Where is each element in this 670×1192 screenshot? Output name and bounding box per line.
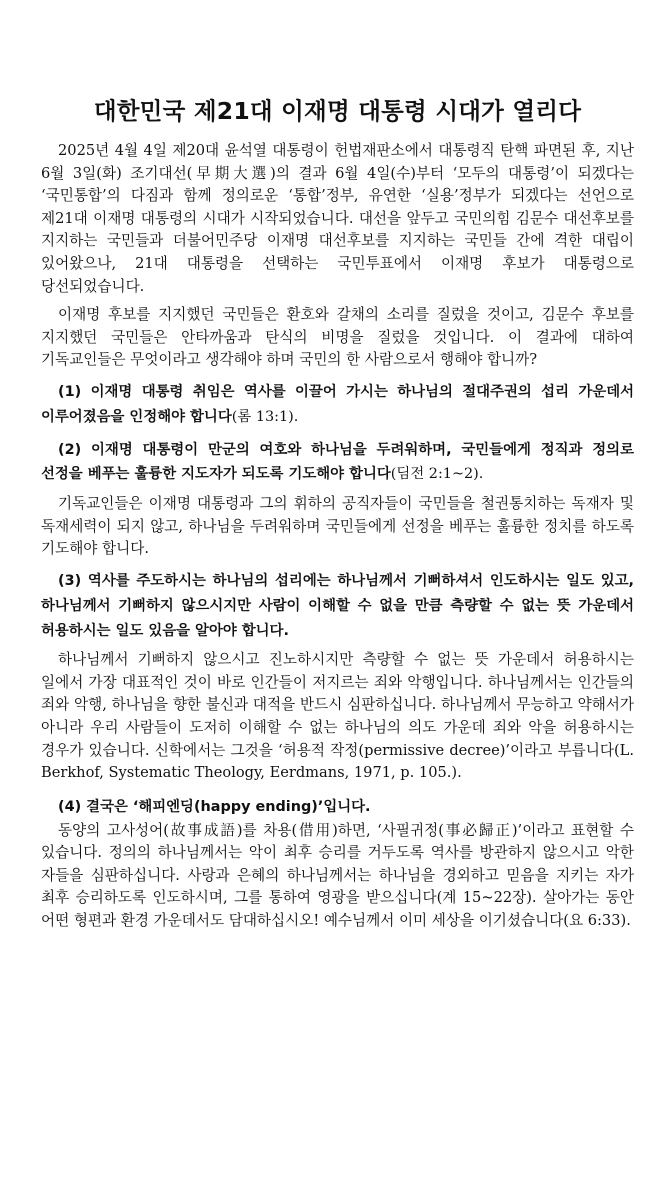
intro-paragraph: 2025년 4월 4일 제20대 윤석열 대통령이 헌법재판소에서 대통령직 탄핵 파면된 후, 지난 6월 3일(화) 조기대선(早期大選)의 결과 6월 4일(수)부터 ‘모두의 대통령’이 되겠다는 ‘국민통합’의 다짐과 함께 정의로운 ‘통합’정부, 유연한 ‘실용’정부가 되겠다는 선언으로 제21대 이재명 대통령의 시대가 시작되었습니다. 대선을 앞두고 국민의힘 김문수 대선후보를 지지하는 국민들과 더불어민주당 이재명 대선후보를 지지하는 국민들 간에 격한 대립이 있어왔으나, 21대 대통령을 선택하는 국민투표에서 이재명 후보가 대통령으로 당선되었습니다. bbox=[41, 142, 634, 295]
point-4 bbox=[41, 795, 634, 820]
point-3-text: (3) 역사를 주도하시는 하나님의 섭리에는 하나님께서 기뻐하셔서 인도하시는 일도 있고, 하나님께서 기뻐하지 않으시지만 사람이 이해할 수 없을 만큼 측량할 수 없는 뜻 가운데서 허용하시는 일도 있음을 알아야 합니다. bbox=[41, 572, 634, 639]
point-2 bbox=[41, 438, 634, 488]
point-1-reference: (롬 13:1). bbox=[231, 408, 299, 425]
question-paragraph: 이재명 후보를 지지했던 국민들은 환호와 갈채의 소리를 질렀을 것이고, 김문수 후보를 지지했던 국민들은 안타까움과 탄식의 비명을 질렀을 것입니다. 이 결과에 대하여 기독교인들은 무엇이라고 생각해야 하며 국민의 한 사람으로서 행해야 합니까? bbox=[41, 306, 634, 369]
point-4-text: (4) 결국은 ‘해피엔딩(happy ending)’입니다. bbox=[58, 798, 371, 815]
permissive-decree-paragraph: 하나님께서 기뻐하지 않으시고 진노하시지만 측량할 수 없는 뜻 가운데서 허용하시는 일에서 가장 대표적인 것이 바로 인간들이 저지르는 죄와 악행입니다. 하나님께서는 인간들의 죄와 악행, 하나님을 향한 불신과 대적을 반드시 심판하십니다. 하나님께서 무능하고 약해서가 아니라 우리 사람들이 도저히 이해할 수 없는 하나님의 의도 가운데 죄와 악을 허용하시는 경우가 있습니다. 신학에서는 그것을 ‘허용적 작정(permissive decree)’이라고 부릅니다(L. Berkhof, Systematic Theology, Eerdmans, 1971, p. 105.). bbox=[41, 651, 634, 782]
point-2-reference: (딤전 2:1~2). bbox=[390, 466, 484, 483]
point-2-text: (2) 이재명 대통령이 만군의 여호와 하나님을 두려워하며, 국민들에게 정직과 정의로 선정을 베푸는 훌륭한 지도자가 되도록 기도해야 합니다 bbox=[41, 441, 634, 483]
point-3 bbox=[41, 569, 634, 643]
conclusion-paragraph: 동양의 고사성어(故事成語)를 차용(借用)하면, ‘사필귀정(事必歸正)’이라고 표현할 수 있습니다. 정의의 하나님께서는 악이 최후 승리를 거두도록 역사를 방관하지 않으시고 악한 자들을 심판하십니다. 사랑과 은혜의 하나님께서는 하나님을 경외하고 믿음을 지키는 자가 최후 승리하도록 인도하시며, 그를 통하여 영광을 받으십니다(계 15~22장). 살아가는 동안 어떤 형편과 환경 가운데서도 담대하십시오! 예수님께서 이미 세상을 이기셨습니다(요 6:33). bbox=[41, 821, 634, 930]
point-1-text: (1) 이재명 대통령 취임은 역사를 이끌어 가시는 하나님의 절대주권의 섭리 가운데서 이루어졌음을 인정해야 합니다 bbox=[41, 383, 634, 425]
page-title: 대한민국 제21대 이재명 대통령 시대가 열리다 bbox=[93, 97, 582, 125]
point-1 bbox=[41, 380, 634, 430]
prayer-paragraph: 기독교인들은 이재명 대통령과 그의 휘하의 공직자들이 국민들을 철권통치하는 독재자 및 독재세력이 되지 않고, 하나님을 두려워하며 국민들에게 선정을 베푸는 훌륭한 정치를 하도록 기도해야 합니다. bbox=[41, 495, 634, 558]
